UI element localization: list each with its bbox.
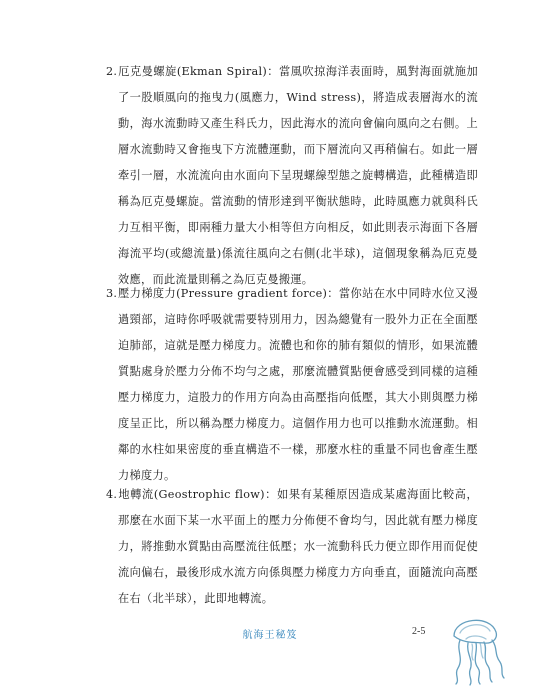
section-number: 4. [106,488,118,501]
section-paragraph [106,281,478,489]
section-text: 厄克曼螺旋(Ekman Spiral)：當風吹掠海洋表面時，風對海面就施加了一股順風向的拖曳力(風應力，Wind stress)，將造成表層海水的流動，海水流動時又產生科氏力，因此海水的流向會偏向風向之右側。上層水流動時又會拖曳下方流體運動，而下層流向又再稍偏右。如此一層牽引一層，水流流向由水面向下呈現螺線型態之旋轉構造，此種構造即稱為厄克曼螺旋。當流動的情形達到平衡狀態時，此時風應力就與科氏力互相平衡，即兩種力量大小相等但方向相反，如此則表示海面下各層海流平均(或總流量)係流往風向之右側(北半球)，這個現象稱為厄克曼效應，而此流量則稱之為厄克曼搬運。 [118,65,478,286]
section-text: 地轉流(Geostrophic flow)：如果有某種原因造成某處海面比較高，那麼在水面下某一水平面上的壓力分佈便不會均勻，因此就有壓力梯度力，將推動水質點由高壓流往低壓；水一流動科氏力便立即作用而促使流向偏右，最後形成水流方向係與壓力梯度力方向垂直，面隨流向高壓在右（北半球），此即地轉流。 [118,488,478,605]
section-ekman-spiral [106,59,478,293]
section-number: 3. [106,287,118,300]
section-text: 壓力梯度力(Pressure gradient force)：當你站在水中同時水位又漫過頸部，這時你呼吸就需要特別用力，因為總覺有一股外力正在全面壓迫肺部，這就是壓力梯度力。流體也和你的肺有類似的情形，如果流體質點處身於壓力分佈不均勻之處，那麼流體質點便會感受到同樣的這種壓力梯度力，這股力的作用方向為由高壓指向低壓，其大小則與壓力梯度呈正比，所以稱為壓力梯度力。這個作用力也可以推動水流運動。相鄰的水柱如果密度的垂直構造不一樣，那麼水柱的重量不同也會產生壓力梯度力。 [118,287,478,482]
page-number: 2-5 [412,626,426,637]
section-paragraph [106,59,478,293]
jellyfish-logo-icon [440,606,512,686]
section-geostrophic-flow [106,482,478,612]
section-pressure-gradient-force [106,281,478,489]
section-paragraph [106,482,478,612]
footer-title: 航海王秘笈 [242,630,298,641]
section-number: 2. [106,65,118,78]
